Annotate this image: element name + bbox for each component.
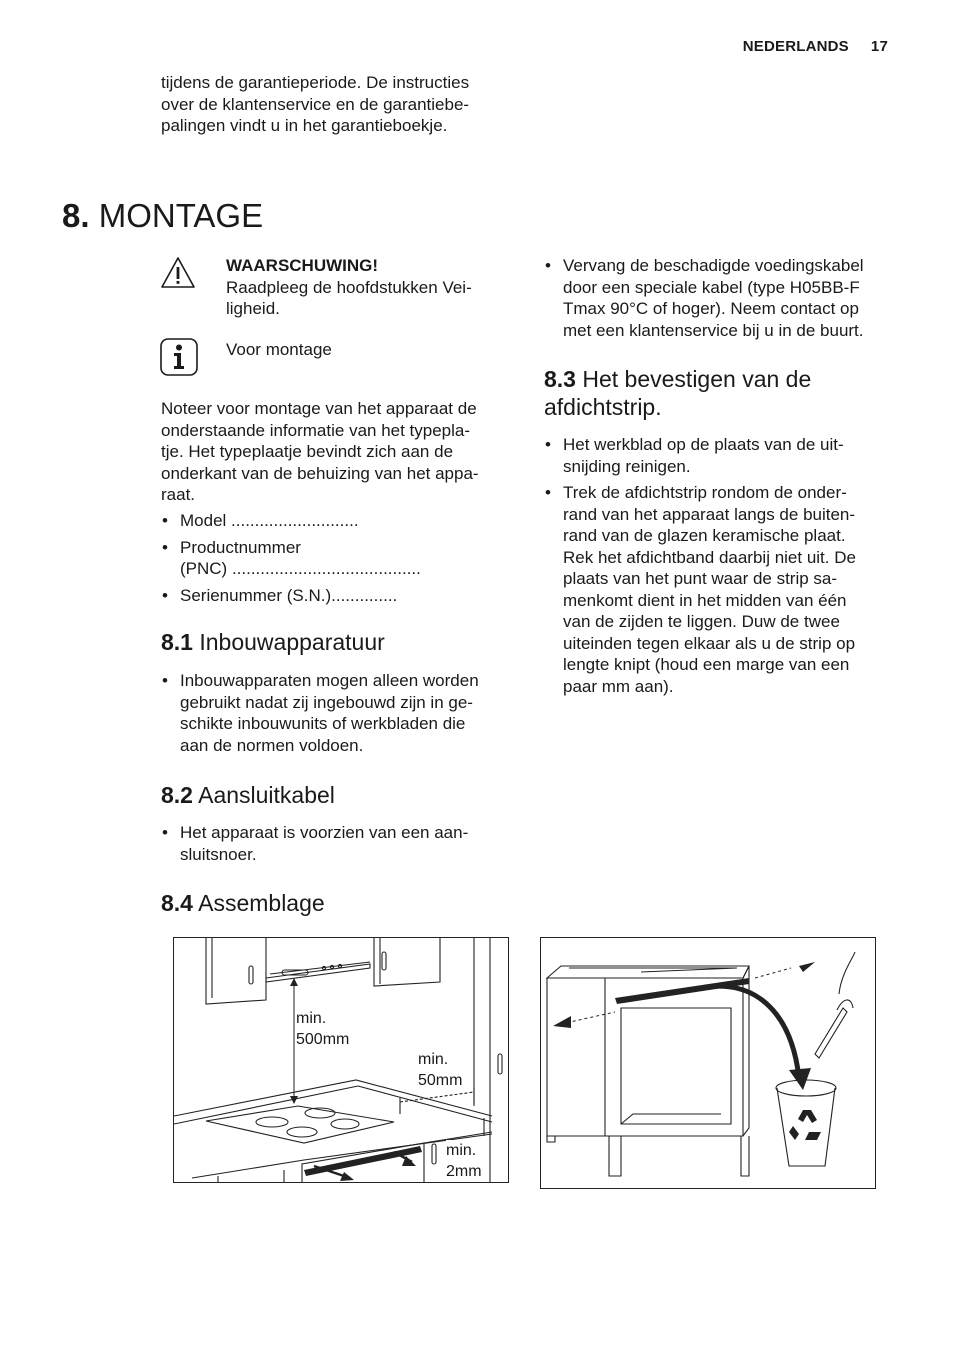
list-item: • Serienummer (S.N.).............. — [161, 585, 421, 607]
list-8-2 — [161, 822, 468, 865]
plate-intro-line: onderstaande informatie van het typepla- — [161, 420, 471, 440]
list-item: • Het apparaat is voorzien van een aan- sluitsnoer. — [161, 822, 468, 865]
right-list — [544, 255, 864, 341]
page-header — [743, 38, 888, 55]
list-item: • Inbouwapparaten mogen alleen worden gebruikt nadat zij ingebouwd zijn in ge- schikte inbouwunits of werkbladen die aan de normen voldoen. — [161, 670, 479, 756]
plate-list — [161, 510, 421, 606]
intro-line: palingen vindt u in het garantieboekje. — [161, 116, 448, 135]
info-icon — [160, 338, 198, 381]
label-min-50mm: min. 50mm — [418, 1051, 463, 1089]
list-8-3 — [544, 434, 856, 697]
list-item: • Model ........................... — [161, 510, 421, 532]
intro-line: over de klantenservice en de garantiebe- — [161, 94, 470, 114]
plate-intro — [161, 398, 521, 506]
section-number: 8. — [62, 197, 90, 234]
subsection-title-8-1: 8.1 Inbouwapparatuur — [161, 629, 385, 655]
subsection-title-8-2: 8.2 Aansluitkabel — [161, 782, 335, 808]
list-item: • Het werkblad op de plaats van de uit- snijding reinigen. — [544, 434, 856, 477]
plate-intro-line: Noteer voor montage van het apparaat de — [161, 399, 477, 418]
warning-icon — [160, 255, 196, 296]
info-text: Voor montage — [226, 340, 332, 359]
list-8-1 — [161, 670, 479, 756]
plate-intro-line: tje. Het typeplaatje bevindt zich aan de — [161, 442, 454, 461]
label-min-2mm: min. 2mm — [446, 1142, 482, 1180]
list-item: • Productnummer (PNC) ........................................ — [161, 537, 421, 580]
warning-block — [226, 255, 472, 320]
intro-paragraph — [161, 72, 469, 137]
figure-sealing-strip — [540, 937, 876, 1189]
label-min-500mm: min. 500mm — [296, 1010, 350, 1048]
list-item: • Vervang de beschadigde voedingskabel door een speciale kabel (type H05BB-F Tmax 90°C of hoger). Neem contact op met een klantenservice bij u in de buurt. — [544, 255, 864, 341]
figure-installation-clearances — [173, 937, 509, 1183]
subsection-title-8-4: 8.4 Assemblage — [161, 890, 325, 916]
info-block — [226, 339, 332, 361]
header-page-number: 17 — [870, 38, 888, 55]
plate-intro-line: raat. — [161, 485, 196, 504]
warning-line: Raadpleeg de hoofdstukken Vei- — [226, 277, 472, 297]
warning-title: WAARSCHUWING! — [226, 256, 379, 275]
warning-line: ligheid. — [226, 299, 280, 318]
section-title-text: MONTAGE — [98, 197, 264, 234]
section-title — [62, 196, 263, 236]
plate-intro-line: onderkant van de behuizing van het appa- — [161, 463, 479, 483]
subsection-title-8-3: 8.3 Het bevestigen van de afdichtstrip. — [544, 366, 812, 420]
header-language: NEDERLANDS — [742, 38, 849, 55]
intro-line: tijdens de garantieperiode. De instructies — [161, 73, 470, 92]
list-item: • Trek de afdichtstrip rondom de onder- rand van het apparaat langs de buiten- rand van de glazen keramische plaat. Rek het afdichtband daarbij niet uit. De plaats van het punt waar de strip sa- menkomt dient in het midden van één van de zijden te liggen. Duw de twee uiteinden tegen elkaar als u de strip op lengte knipt (houd een marge van een paar mm aan). — [544, 482, 856, 697]
